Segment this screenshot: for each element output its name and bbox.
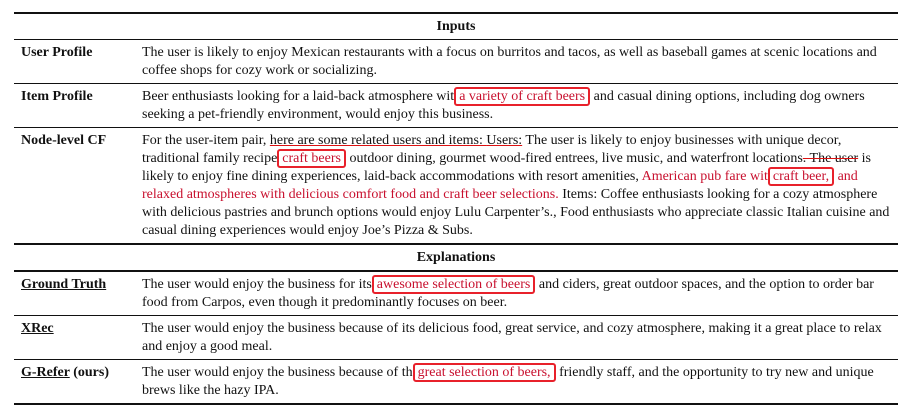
row-text	[142, 88, 898, 124]
row-label-suffix: (ours)	[69, 365, 109, 380]
highlight-box: awesome selection of beers	[372, 275, 536, 294]
highlight-box: craft beers	[277, 149, 346, 168]
row-user-profile	[14, 39, 898, 83]
text-segment: For the user-item pair,	[142, 133, 270, 148]
row-node-cf	[14, 127, 898, 243]
row-label: Item Profile	[21, 89, 93, 104]
row-label	[14, 276, 142, 312]
section-header-explanations: Explanations	[416, 250, 496, 265]
text-segment: is likely to enjoy fine dining experiences, laid-back accommodations with resort amenities,	[142, 151, 871, 184]
text-segment: friendly staff, and the opportunity to try new and unique brews like the hazy IPA.	[142, 365, 874, 398]
row-label-text: Ground Truth	[21, 277, 107, 292]
text-segment: outdoor dining, gourmet wood-fired entrees, live music, and waterfront locations	[345, 151, 803, 166]
text-segment-red: and relaxed atmospheres with delicious comfort food and craft beer selections.	[142, 169, 858, 202]
text-segment: and casual dining options, including dog owners seeking a pet-friendly environment, would enjoy this business.	[142, 89, 865, 122]
text-segment: Beer enthusiasts looking for a laid-back atmosphere wit	[142, 89, 455, 104]
comparison-table	[14, 12, 898, 405]
text-segment-struck: . The user	[802, 151, 859, 166]
highlight-box: great selection of beers,	[413, 363, 556, 382]
row-text	[142, 276, 898, 312]
section-row-explanations	[14, 243, 898, 270]
row-xrec	[14, 315, 898, 359]
row-label-text: G-Refer	[21, 365, 70, 380]
row-text	[142, 364, 898, 400]
row-item-profile	[14, 83, 898, 127]
text-segment: The user would enjoy the business for its	[142, 277, 372, 292]
row-grefer	[14, 359, 898, 403]
section-header-inputs: Inputs	[436, 19, 476, 34]
users-label: Users:	[486, 133, 523, 148]
text-segment-underlined: here are some related users and items:	[269, 133, 487, 148]
text-segment: The user would enjoy the business because of th	[142, 365, 413, 380]
row-label-text: XRec	[21, 321, 54, 336]
row-label	[14, 320, 142, 356]
text-segment: The user is likely to enjoy businesses with unique decor, traditional family recipe	[142, 133, 842, 166]
text-segment: and ciders, great outdoor spaces, and the option to order bar food from Carpos, even though it predominantly focuses on beer.	[142, 277, 874, 310]
text-segment: Items: Coffee enthusiasts looking for a cozy atmosphere with delicious pastries and brunch options would enjoy Lulu Carpenter’s., Food enthusiasts who appreciate classic Italian cuisine and casual dining experiences would enjoy Joe’s Pizza & Subs.	[142, 187, 890, 238]
highlight-box: a variety of craft beers	[454, 87, 590, 106]
row-text: The user would enjoy the business because of its delicious food, great service, and cozy atmosphere, making it a great place to relax and enjoy a good meal.	[142, 321, 882, 354]
row-text: The user is likely to enjoy Mexican restaurants with a focus on burritos and tacos, as well as baseball games at scenic locations and coffee shops for cozy work or socializing.	[142, 45, 877, 78]
row-text	[142, 132, 898, 240]
row-label	[14, 364, 142, 400]
row-label: Node-level CF	[21, 133, 107, 148]
row-ground-truth	[14, 270, 898, 315]
highlight-box: craft beer,	[768, 167, 834, 186]
text-segment-red: American pub fare wit	[641, 169, 768, 184]
row-label: User Profile	[21, 45, 93, 60]
